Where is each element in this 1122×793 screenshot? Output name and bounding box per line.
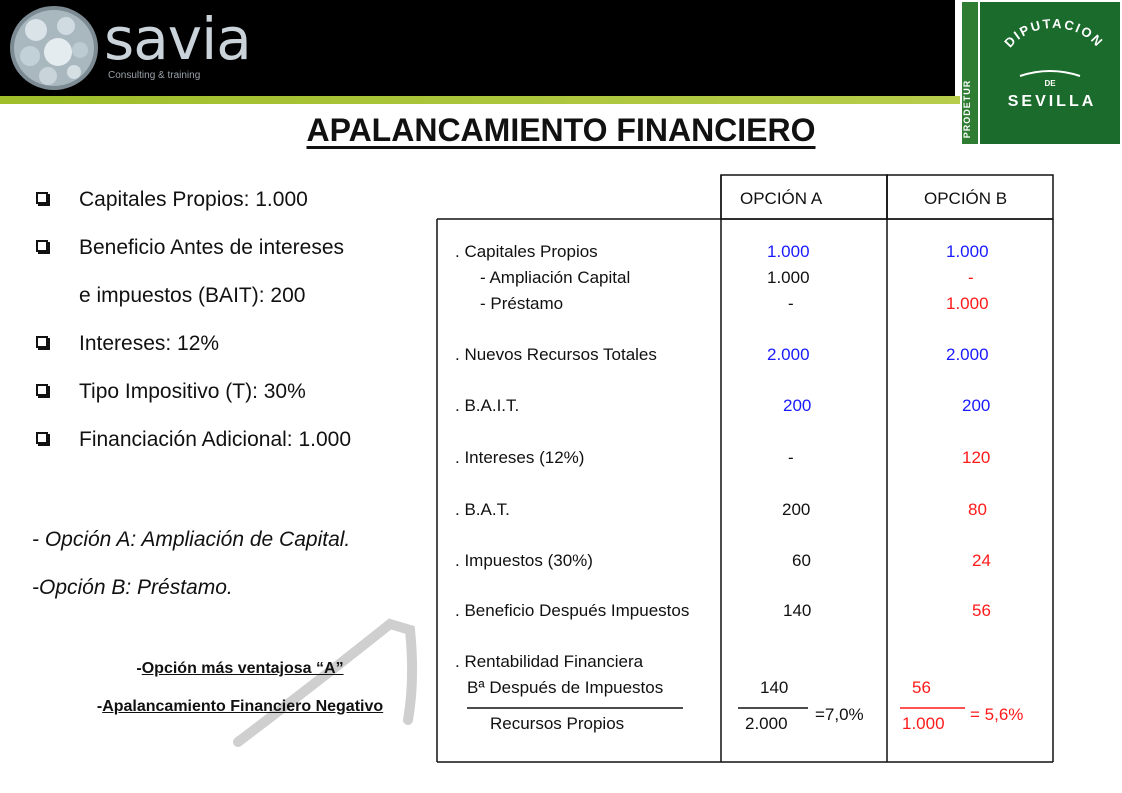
rent-b-result: = 5,6% xyxy=(970,705,1024,724)
row-label: . Intereses (12%) xyxy=(455,448,585,467)
row-label: - Préstamo xyxy=(480,294,564,313)
row-label: . Nuevos Recursos Totales xyxy=(455,345,657,364)
numerator-label: Bª Después de Impuestos xyxy=(467,678,664,697)
partner-strip-text: PRODETUR xyxy=(962,79,972,139)
option-b-text: -Opción B: Préstamo. xyxy=(32,576,233,599)
rent-b-numerator: 56 xyxy=(912,678,931,697)
option-a-text: - Opción A: Ampliación de Capital. xyxy=(32,528,351,551)
cell-b: 1.000 xyxy=(946,294,989,313)
brand-tagline: Consulting & training xyxy=(108,70,201,81)
row-label: - Ampliación Capital xyxy=(480,268,631,287)
row-label: . B.A.T. xyxy=(455,500,510,519)
page-title: APALANCAMIENTO FINANCIERO xyxy=(306,112,816,148)
rentabilidad-label: . Rentabilidad Financiera xyxy=(455,652,644,671)
cell-a: 1.000 xyxy=(767,242,810,261)
row-label: . Capitales Propios xyxy=(455,242,598,261)
list-item: Tipo Impositivo (T): 30% xyxy=(36,380,436,404)
denominator-label: Recursos Propios xyxy=(490,714,625,733)
rent-a-result: =7,0% xyxy=(815,705,864,724)
cell-a: 200 xyxy=(783,396,812,415)
cell-b: 2.000 xyxy=(946,345,989,364)
cell-a: - xyxy=(788,448,794,467)
cell-a: 140 xyxy=(783,601,812,620)
conclusion-2: -Apalancamiento Financiero Negativo xyxy=(96,698,384,715)
cell-b: - xyxy=(968,268,974,287)
cell-a: 60 xyxy=(792,551,811,570)
rent-a-denominator: 2.000 xyxy=(745,714,788,733)
cell-b: 1.000 xyxy=(946,242,989,261)
column-header-b: OPCIÓN B xyxy=(924,189,1008,208)
conclusion-1: -Opción más ventajosa “A” xyxy=(136,660,344,677)
cell-a: 1.000 xyxy=(767,268,810,287)
partner-line3: SEVILLA xyxy=(1007,93,1097,110)
cell-a: 200 xyxy=(782,500,811,519)
row-label: . Beneficio Después Impuestos xyxy=(455,601,690,620)
brand-name: savia xyxy=(104,5,251,73)
list-item: Financiación Adicional: 1.000 xyxy=(36,428,436,452)
list-item: e impuestos (BAIT): 200 xyxy=(79,284,306,307)
partner-line1: DIPUTACION xyxy=(1001,15,1107,51)
cell-b: 24 xyxy=(972,551,991,570)
cell-a: - xyxy=(788,294,794,313)
cell-a: 2.000 xyxy=(767,345,810,364)
cell-b: 56 xyxy=(972,601,991,620)
partner-line2: DE xyxy=(1044,79,1056,88)
rent-b-denominator: 1.000 xyxy=(902,714,945,733)
row-label: . Impuestos (30%) xyxy=(455,551,593,570)
column-header-a: OPCIÓN A xyxy=(740,189,823,208)
list-item: Beneficio Antes de intereses xyxy=(36,236,436,260)
row-label: . B.A.I.T. xyxy=(455,396,520,415)
list-item: Capitales Propios: 1.000 xyxy=(36,188,436,212)
cell-b: 200 xyxy=(962,396,991,415)
cell-b: 80 xyxy=(968,500,987,519)
rent-a-numerator: 140 xyxy=(760,678,789,697)
list-item: Intereses: 12% xyxy=(36,332,436,356)
cell-b: 120 xyxy=(962,448,991,467)
